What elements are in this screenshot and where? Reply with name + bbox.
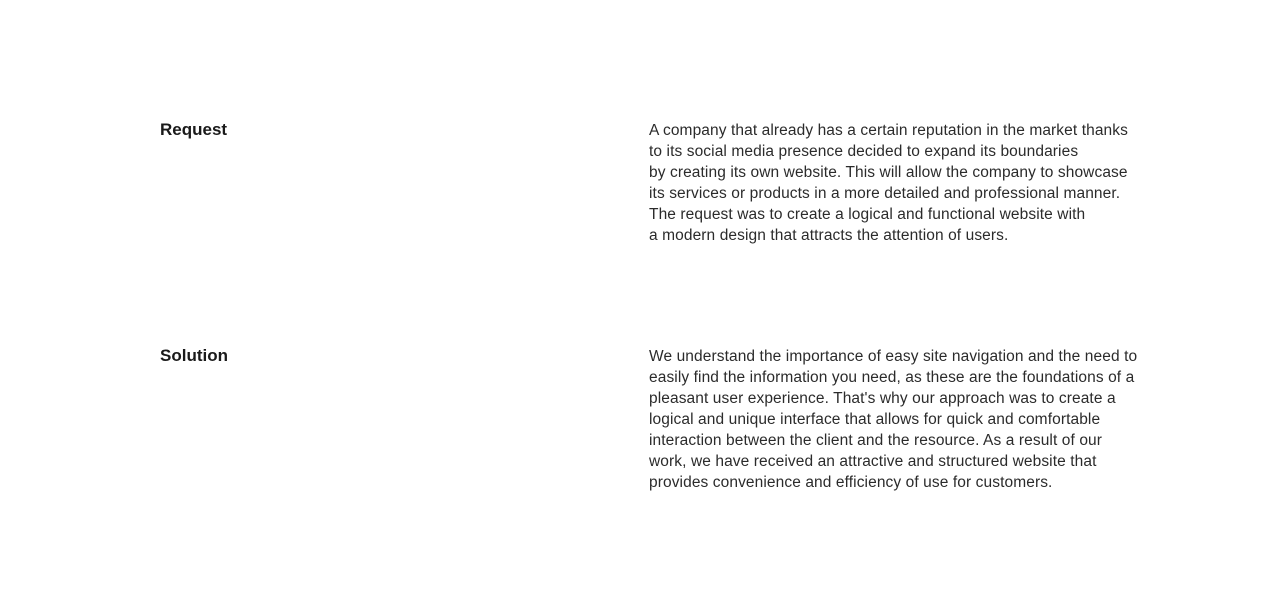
request-line: The request was to create a logical and functional website with xyxy=(649,206,1086,223)
solution-line: easily find the information you need, as these are the foundations of a xyxy=(649,369,1135,386)
request-line: by creating its own website. This will allow the company to showcase xyxy=(649,164,1128,181)
solution-title: Solution xyxy=(160,346,228,365)
request-line: to its social media presence decided to expand its boundaries xyxy=(649,143,1079,160)
request-line: A company that already has a certain reputation in the market thanks xyxy=(649,122,1128,139)
solution-line: logical and unique interface that allows for quick and comfortable xyxy=(649,411,1101,428)
request-line: its services or products in a more detailed and professional manner. xyxy=(649,185,1121,202)
solution-line: interaction between the client and the resource. As a result of our xyxy=(649,432,1103,449)
request-line: a modern design that attracts the attention of users. xyxy=(649,227,1009,244)
request-title: Request xyxy=(160,120,228,139)
solution-line: We understand the importance of easy site navigation and the need to xyxy=(649,348,1138,365)
solution-line: provides convenience and efficiency of use for customers. xyxy=(649,474,1053,491)
request-description xyxy=(649,120,1169,246)
solution-line: pleasant user experience. That's why our approach was to create a xyxy=(649,390,1116,407)
solution-description xyxy=(649,346,1169,493)
solution-line: work, we have received an attractive and structured website that xyxy=(649,453,1097,470)
